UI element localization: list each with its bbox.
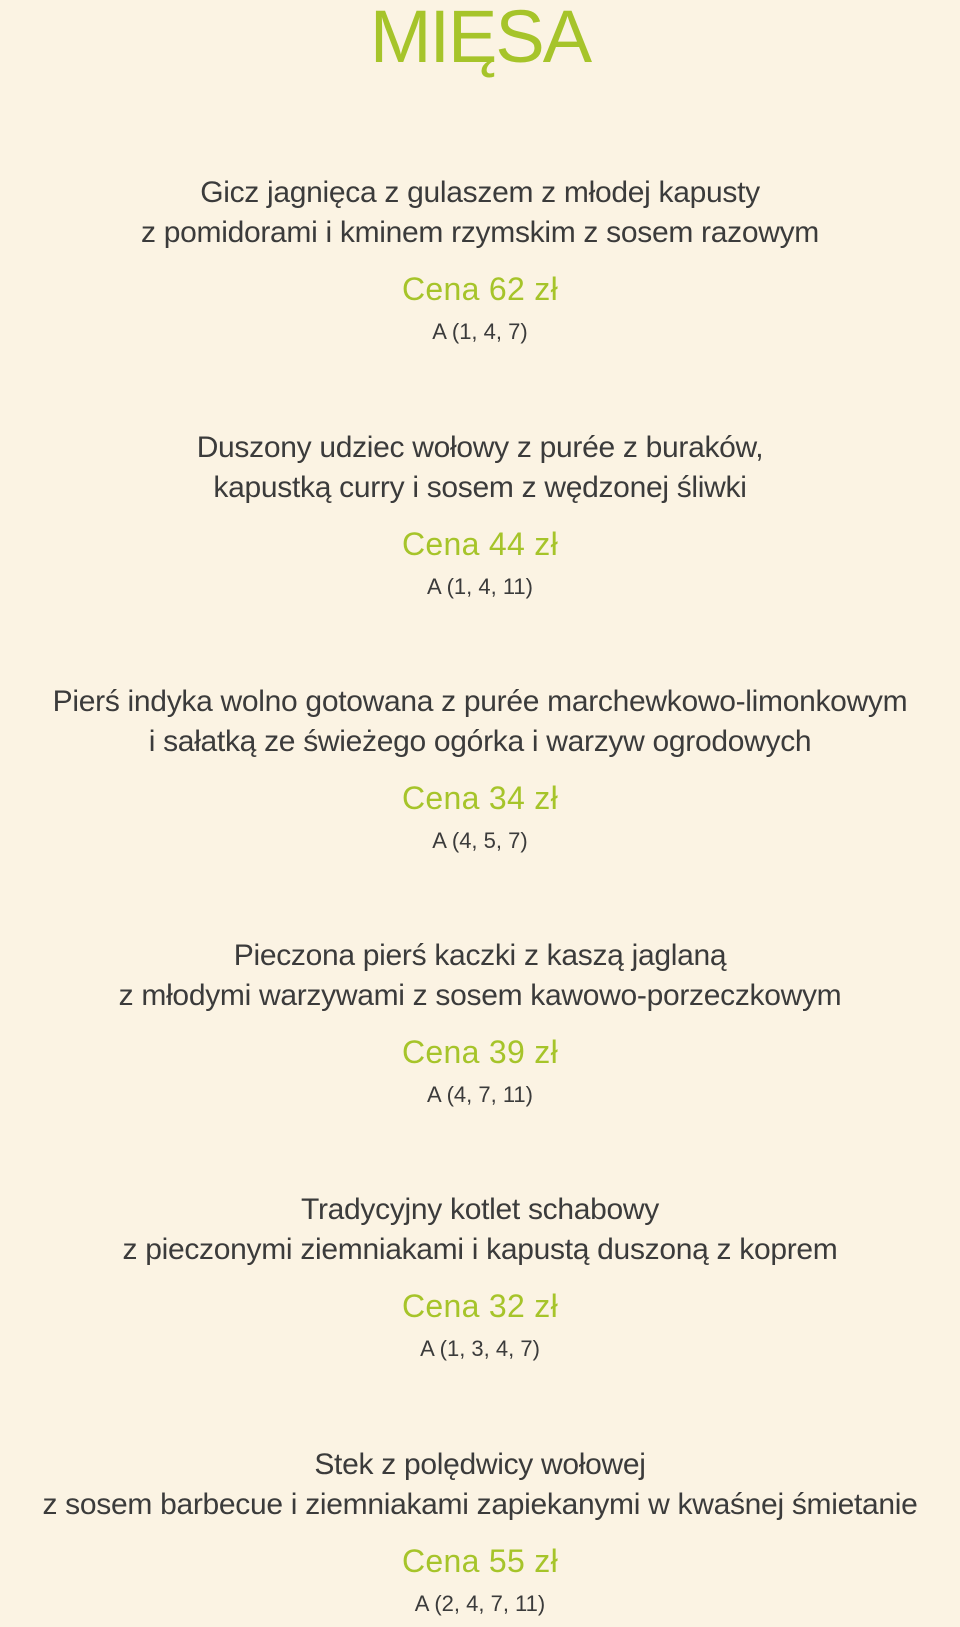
menu-item-3 xyxy=(0,682,960,856)
dish-name-line-1: Stek z polędwicy wołowej xyxy=(314,1448,646,1481)
dish-name-line-2: z sosem barbecue i ziemniakami zapiekanymi w kwaśnej śmietanie xyxy=(42,1488,918,1521)
menu-item-5 xyxy=(0,1190,960,1364)
dish-name-line-1: Pieczona pierś kaczki z kaszą jaglaną xyxy=(233,939,727,972)
dish-price: Cena 62 zł xyxy=(402,271,558,307)
dish-allergens: A (2, 4, 7, 11) xyxy=(414,1591,546,1616)
dish-price: Cena 39 zł xyxy=(402,1034,558,1070)
dish-allergens: A (1, 4, 11) xyxy=(427,574,533,599)
dish-name-line-2: kapustką curry i sosem z wędzonej śliwki xyxy=(213,471,747,504)
dish-name-line-1: Tradycyjny kotlet schabowy xyxy=(301,1193,659,1226)
dish-allergens: A (1, 3, 4, 7) xyxy=(420,1336,540,1361)
dish-price: Cena 32 zł xyxy=(402,1288,558,1324)
dish-allergens: A (1, 4, 7) xyxy=(432,319,528,344)
dish-name-line-1: Pierś indyka wolno gotowana z purée marchewkowo-limonkowym xyxy=(52,685,908,718)
dish-price: Cena 34 zł xyxy=(402,780,558,816)
dish-name-line-1: Duszony udziec wołowy z purée z buraków, xyxy=(196,431,764,464)
dish-allergens: A (4, 7, 11) xyxy=(427,1082,533,1107)
dish-price: Cena 44 zł xyxy=(402,526,558,562)
dish-name-line-1: Gicz jagnięca z gulaszem z młodej kapusty xyxy=(200,176,760,209)
menu-item-4 xyxy=(0,936,960,1110)
dish-name-line-2: z pomidorami i kminem rzymskim z sosem razowym xyxy=(141,216,819,249)
menu-item-2 xyxy=(0,428,960,602)
menu-item-1 xyxy=(0,173,960,347)
menu-item-6 xyxy=(0,1445,960,1619)
dish-price: Cena 55 zł xyxy=(402,1543,558,1579)
section-title: MIĘSA xyxy=(369,0,591,78)
dish-name-line-2: z młodymi warzywami z sosem kawowo-porzeczkowym xyxy=(118,979,842,1012)
dish-name-line-2: z pieczonymi ziemniakami i kapustą duszoną z koprem xyxy=(122,1233,838,1266)
dish-name-line-2: i sałatką ze świeżego ogórka i warzyw ogrodowych xyxy=(148,725,812,758)
dish-allergens: A (4, 5, 7) xyxy=(432,828,528,853)
